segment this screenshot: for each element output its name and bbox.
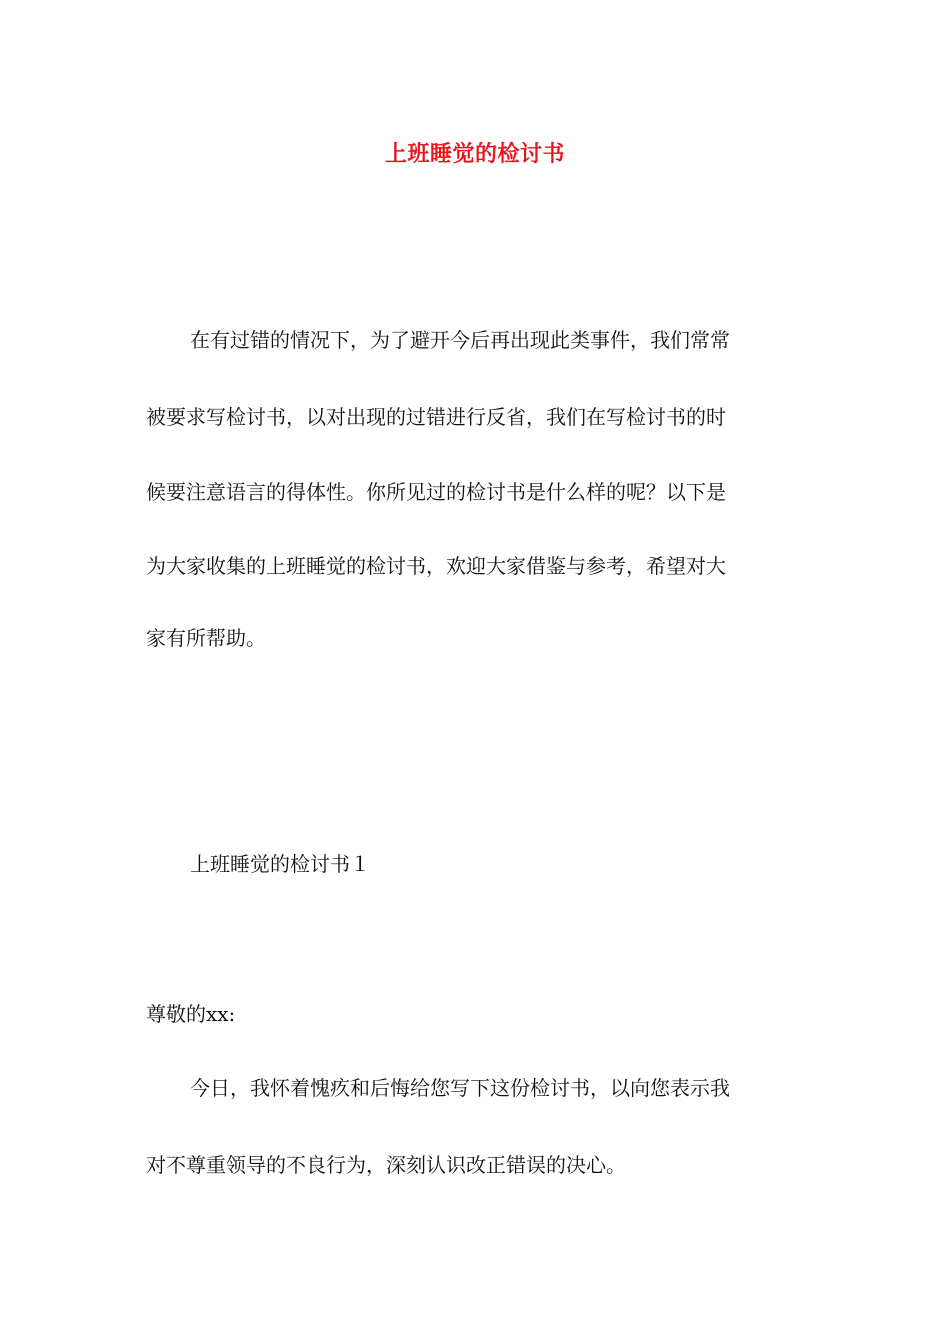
intro-line-3: 候要注意语言的得体性。你所见过的检讨书是什么样的呢？以下是 (146, 480, 726, 504)
intro-line-1: 在有过错的情况下，为了避开今后再出现此类事件，我们常常 (190, 328, 730, 352)
body-line-2: 对不尊重领导的不良行为，深刻认识改正错误的决心。 (146, 1153, 626, 1177)
intro-line-2: 被要求写检讨书，以对出现的过错进行反省，我们在写检讨书的时 (146, 405, 726, 429)
salutation: 尊敬的xx: (146, 1002, 236, 1026)
document-title: 上班睡觉的检讨书 (384, 141, 565, 167)
section-heading: 上班睡觉的检讨书１ (190, 852, 370, 876)
body-line-1: 今日，我怀着愧疚和后悔给您写下这份检讨书，以向您表示我 (190, 1076, 730, 1100)
intro-line-4: 为大家收集的上班睡觉的检讨书，欢迎大家借鉴与参考，希望对大 (146, 554, 726, 578)
intro-line-5: 家有所帮助。 (146, 626, 266, 650)
